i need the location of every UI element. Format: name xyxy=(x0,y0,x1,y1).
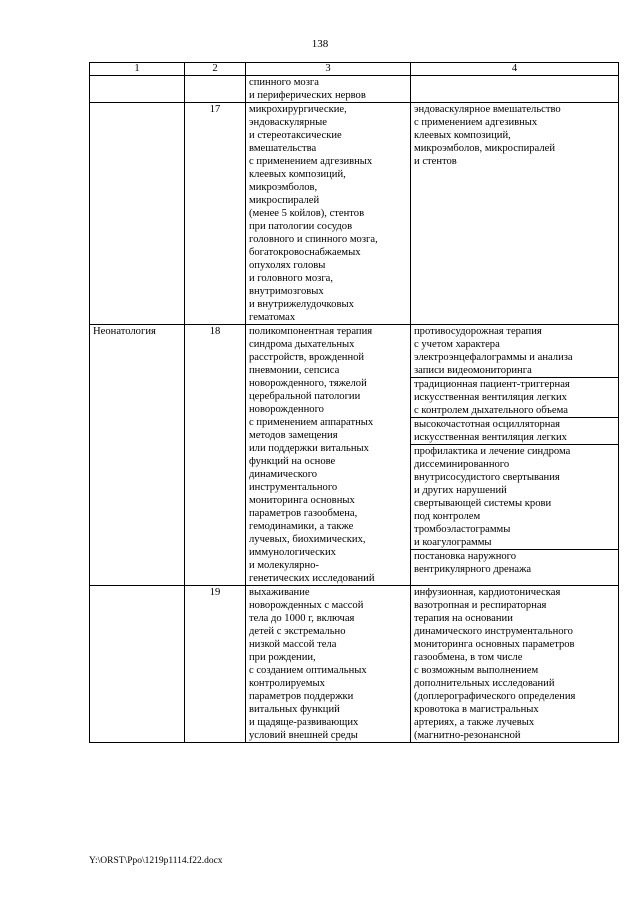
description-line: пневмонии, сепсиса xyxy=(249,365,340,376)
method-line: динамического инструментального xyxy=(414,626,573,637)
method-line: с возможным выполнением xyxy=(414,665,539,676)
method-line: с применением адгезивных xyxy=(414,117,538,128)
description-cell xyxy=(246,325,411,586)
description-line: и щадяще-развивающих xyxy=(249,717,359,728)
column-header: 1 xyxy=(90,63,185,76)
method-line: профилактика и лечение синдрома xyxy=(414,446,571,457)
page-number: 138 xyxy=(311,38,329,50)
description-line: эндоваскулярные xyxy=(249,117,327,128)
description-cell xyxy=(246,103,411,325)
row-number-cell xyxy=(185,76,246,103)
method-line: постановка наружного xyxy=(414,551,517,562)
method-line: противосудорожная терапия xyxy=(414,326,542,337)
description-line: богатокровоснабжаемых xyxy=(249,247,361,258)
description-line: функций на основе xyxy=(249,456,336,467)
description-line: выхаживание xyxy=(249,587,310,598)
method-line: вазотропная и респираторная xyxy=(414,600,547,611)
method-line: инфузионная, кардиотоническая xyxy=(414,587,561,598)
column-header: 4 xyxy=(411,63,619,76)
description-line: с созданием оптимальных xyxy=(249,665,367,676)
method-line: микроэмболов, микроспиралей xyxy=(414,143,555,154)
method-line: артериях, а также лучевых xyxy=(414,717,535,728)
specialty-cell xyxy=(90,103,185,325)
method-line: свертывающей системы крови xyxy=(414,498,552,509)
description-line: микроспиралей xyxy=(249,195,320,206)
method-line: (доплерографического определения xyxy=(414,691,576,702)
description-line: динамического xyxy=(249,469,318,480)
row-number-cell: 17 xyxy=(185,103,246,325)
method-item xyxy=(411,377,618,417)
method-item xyxy=(411,444,618,549)
description-line: головного и спинного мозга, xyxy=(249,234,378,245)
specialty-cell: Неонатология xyxy=(90,325,185,586)
description-line: тела до 1000 г, включая xyxy=(249,613,355,624)
description-line: контролируемых xyxy=(249,678,325,689)
description-line: витальных функций xyxy=(249,704,340,715)
description-line: или поддержки витальных xyxy=(249,443,369,454)
table-row xyxy=(90,325,619,586)
method-line: тромбоэластограммы xyxy=(414,524,511,535)
method-line: под контролем xyxy=(414,511,481,522)
method-cell xyxy=(411,76,619,103)
method-line: электроэнцефалограммы и анализа xyxy=(414,352,573,363)
description-line: и периферических нервов xyxy=(249,90,366,101)
method-line: мониторинга основных параметров xyxy=(414,639,575,650)
description-line: условий внешней среды xyxy=(249,730,358,741)
specialty-cell xyxy=(90,76,185,103)
description-line: клеевых композиций, xyxy=(249,169,346,180)
description-line: низкой массой тела xyxy=(249,639,337,650)
description-line: при патологии сосудов xyxy=(249,221,353,232)
method-item xyxy=(411,103,618,168)
description-line: с применением аппаратных xyxy=(249,417,374,428)
description-line: гемодинамики, а также xyxy=(249,521,354,532)
description-line: новорожденного xyxy=(249,404,324,415)
method-item xyxy=(411,325,618,377)
method-line: с учетом характера xyxy=(414,339,500,350)
method-line: эндоваскулярное вмешательство xyxy=(414,104,561,115)
method-line: традиционная пациент-триггерная xyxy=(414,379,570,390)
method-line: терапия на основании xyxy=(414,613,513,624)
description-line: и головного мозга, xyxy=(249,273,334,284)
description-line: церебральной патологии xyxy=(249,391,361,402)
method-line: (магнитно-резонансной xyxy=(414,730,521,741)
description-line: и внутрижелудочковых xyxy=(249,299,354,310)
method-line: вентрикулярного дренажа xyxy=(414,564,532,575)
method-line: и коагулограммы xyxy=(414,537,492,548)
procedures-table xyxy=(89,62,619,743)
table-row xyxy=(90,586,619,743)
specialty-cell xyxy=(90,586,185,743)
description-line: иммунологических xyxy=(249,547,336,558)
table-row xyxy=(90,103,619,325)
description-line: гематомах xyxy=(249,312,296,323)
method-line: высокочастотная осцилляторная xyxy=(414,419,561,430)
description-line: с применением адгезивных xyxy=(249,156,373,167)
table-row xyxy=(90,76,619,103)
row-number-cell: 18 xyxy=(185,325,246,586)
method-line: искусственная вентиляция легких xyxy=(414,392,567,403)
row-number-cell: 19 xyxy=(185,586,246,743)
description-cell xyxy=(246,76,411,103)
description-line: мониторинга основных xyxy=(249,495,355,506)
method-line: газообмена, в том числе xyxy=(414,652,523,663)
description-line: методов замещения xyxy=(249,430,338,441)
description-line: (менее 5 койлов), стентов xyxy=(249,208,365,219)
method-item xyxy=(411,549,618,576)
description-line: новорожденного, тяжелой xyxy=(249,378,367,389)
method-line: клеевых композиций, xyxy=(414,130,511,141)
description-line: инструментального xyxy=(249,482,338,493)
description-line: опухолях головы xyxy=(249,260,326,271)
method-line: записи видеомониторинга xyxy=(414,365,532,376)
table-header-row xyxy=(90,63,619,76)
method-cell xyxy=(411,325,619,586)
method-item xyxy=(411,586,618,742)
method-line: с контролем дыхательного объема xyxy=(414,405,568,416)
description-line: расстройств, врожденной xyxy=(249,352,365,363)
description-line: вмешательства xyxy=(249,143,317,154)
method-line: искусственная вентиляция легких xyxy=(414,432,567,443)
description-line: микрохирургические, xyxy=(249,104,347,115)
description-line: детей с экстремально xyxy=(249,626,346,637)
column-header: 2 xyxy=(185,63,246,76)
description-line: синдрома дыхательных xyxy=(249,339,355,350)
description-line: параметров газообмена, xyxy=(249,508,358,519)
description-line: новорожденных с массой xyxy=(249,600,364,611)
method-cell xyxy=(411,586,619,743)
description-line: параметров поддержки xyxy=(249,691,354,702)
description-line: и стереотаксические xyxy=(249,130,342,141)
description-line: микроэмболов, xyxy=(249,182,318,193)
description-line: поликомпонентная терапия xyxy=(249,326,373,337)
method-line: дополнительных исследований xyxy=(414,678,555,689)
table-body xyxy=(90,76,619,743)
method-line: и стентов xyxy=(414,156,457,167)
description-line: лучевых, биохимических, xyxy=(249,534,366,545)
description-line: при рождении, xyxy=(249,652,316,663)
description-line: генетических исследований xyxy=(249,573,375,584)
method-item xyxy=(411,417,618,444)
method-line: внутрисосудистого свертывания xyxy=(414,472,560,483)
method-line: диссеминированного xyxy=(414,459,510,470)
description-line: внутримозговых xyxy=(249,286,324,297)
file-path-footer: Y:\ORST\Ppo\1219p1114.f22.docx xyxy=(89,856,223,866)
column-header: 3 xyxy=(246,63,411,76)
description-line: и молекулярно- xyxy=(249,560,319,571)
method-cell xyxy=(411,103,619,325)
description-line: спинного мозга xyxy=(249,77,319,88)
method-line: кровотока в магистральных xyxy=(414,704,539,715)
method-line: и других нарушений xyxy=(414,485,507,496)
description-cell xyxy=(246,586,411,743)
